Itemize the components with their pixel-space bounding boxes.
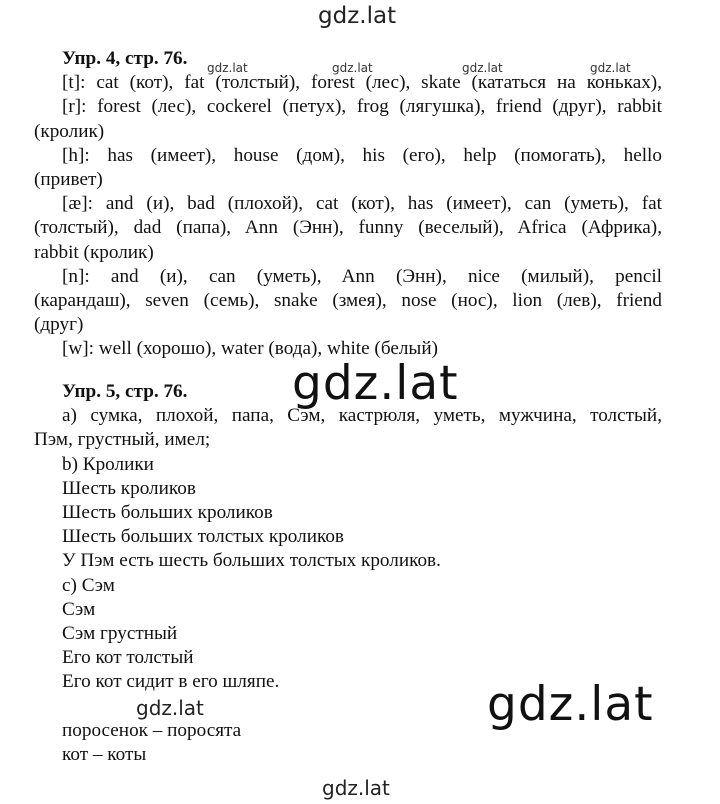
ex5-line: Шесть больших кроликов [62,502,273,524]
ex4-line-ae-cont: (толстый), dad (папа), Ann (Энн), funny (веселый), Africa (Африка), [34,217,662,239]
ex5-line: Сэм грустный [62,623,178,645]
ex4-line-w: [w]: well (хорошо), water (вода), white (белый) [62,338,438,360]
ex5-line-c: c) Сэм [62,574,115,596]
ex4-line-t: [t]: cat (кот), fat (толстый), forest (лес), skate (кататься на коньках), [62,72,662,94]
watermark-large: gdz.lat [487,677,654,732]
ex5-line-plural: поросенок – поросята [62,719,242,741]
ex4-line-h-cont: (привет) [34,169,103,191]
ex5-line-plural: кот – коты [62,744,147,766]
ex4-line-n-cont2: (друг) [34,314,84,336]
watermark-top: gdz.lat [318,3,397,29]
watermark-small: gdz.lat [462,61,503,75]
watermark-small: gdz.lat [590,61,631,75]
ex5-line: Шесть больших толстых кроликов [62,526,344,548]
exercise-4 [34,47,662,362]
ex5-line-a: a) сумка, плохой, папа, Сэм, кастрюля, уметь, мужчина, толстый, [62,405,662,427]
watermark-small: gdz.lat [332,61,373,75]
ex5-line: Его кот сидит в его шляпе. [62,671,280,693]
ex5-line-b: b) Кролики [62,453,154,475]
ex4-line-ae-cont2: rabbit (кролик) [34,241,154,263]
watermark-medium: gdz.lat [136,696,204,720]
ex5-line: Шесть кроликов [62,477,196,499]
ex4-line-ae: [æ]: and (и), bad (плохой), cat (кот), has (имеет), can (уметь), fat [62,193,662,215]
ex4-line-r: [r]: forest (лес), cockerel (петух), frog (лягушка), friend (друг), rabbit [62,96,662,118]
ex5-line: У Пэм есть шесть больших толстых кроликов. [62,550,441,572]
watermark-large: gdz.lat [292,356,459,411]
ex4-line-r-cont: (кролик) [34,120,105,142]
ex5-line: Его кот толстый [62,647,194,669]
ex4-line-n-cont: (карандаш), seven (семь), snake (змея), nose (нос), lion (лев), friend [34,290,662,312]
exercise-5-heading: Упр. 5, стр. 76. [62,381,188,402]
ex4-line-n: [n]: and (и), can (уметь), Ann (Энн), nice (милый), pencil [62,265,662,287]
ex5-line-a-cont: Пэм, грустный, имел; [34,429,211,451]
watermark-small: gdz.lat [207,61,248,75]
watermark-bottom: gdz.lat [322,776,390,800]
ex4-line-h: [h]: has (имеет), house (дом), his (его), help (помогать), hello [62,144,662,166]
ex5-line: Сэм [62,598,96,620]
exercise-4-heading: Упр. 4, стр. 76. [62,48,188,69]
